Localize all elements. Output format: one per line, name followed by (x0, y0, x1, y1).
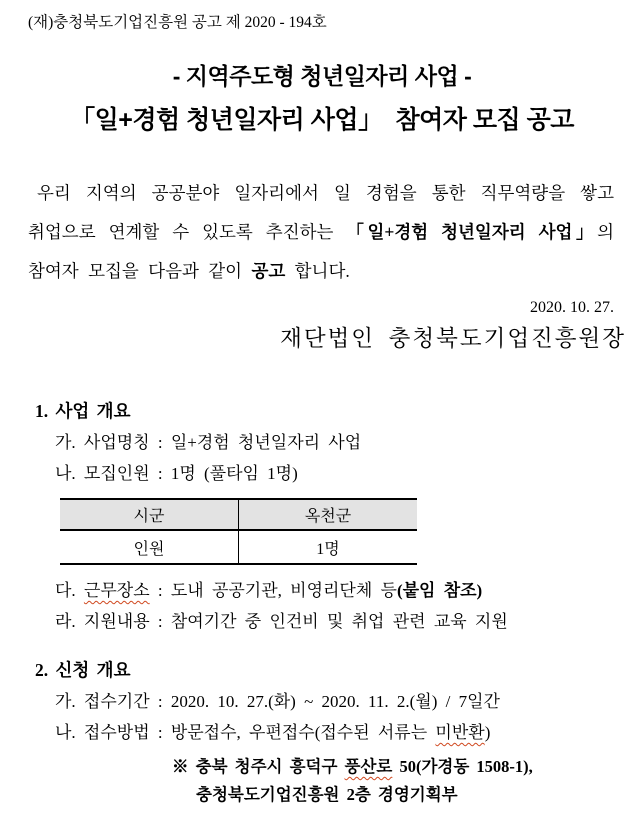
section-1-item-da (55, 581, 614, 601)
item-da-attachment-bold: (붙임 참조) (396, 581, 483, 600)
section-2-item-na (55, 723, 614, 743)
intro-line-2-text: 취업으로 연계할 수 있도록 추진하는 (28, 222, 347, 242)
item-na-tail: ) (484, 723, 491, 742)
section-1-heading: 1. 사업 개요 (35, 401, 131, 421)
intro-line-3-tail: 합니다. (285, 261, 350, 281)
section-1-item-ga: 가. 사업명칭 : 일+경험 청년일자리 사업 (55, 433, 362, 452)
address-prefix: ※ 충북 청주시 흥덕구 (172, 757, 345, 776)
intro-line-2-bold-program-name: 「일+경험 청년일자리 사업」 (346, 222, 598, 242)
intro-line-3-bold: 공고 (251, 261, 286, 281)
table-cell-inwon: 인원 (60, 530, 239, 564)
section-1-item-na: 나. 모집인원 : 1명 (풀타임 1명) (55, 464, 298, 483)
announcement-date: 2020. 10. 27. (530, 299, 614, 316)
address-line-1 (172, 757, 644, 777)
issuer-signature: 재단법인 충청북도기업진흥원장 (280, 326, 626, 351)
section-2-item-ga: 가. 접수기간 : 2020. 10. 27.(화) ~ 2020. 11. 2.(월) / 7일간 (55, 692, 500, 711)
address-line-2: 충청북도기업진흥원 2층 경영기획부 (196, 785, 458, 804)
address-road-spellcheck: 풍산로 (344, 757, 393, 776)
item-na-text: 나. 접수방법 : 방문접수, 우편접수(접수된 서류는 (55, 723, 436, 742)
item-da-text: : 도내 공공기관, 비영리단체 등 (149, 581, 397, 600)
item-na-nonreturn-spellcheck: 미반환 (435, 723, 485, 742)
intro-line-2 (28, 213, 614, 252)
item-da-prefix: 다. (55, 581, 84, 600)
section-2-heading: 2. 신청 개요 (35, 660, 131, 680)
recruitment-table (60, 498, 417, 565)
recruitment-title: 「일+경험 청년일자리 사업」 참여자 모집 공고 (70, 106, 574, 134)
table-header-sigun: 시군 (60, 499, 239, 530)
intro-line-1: 우리 지역의 공공분야 일자리에서 일 경험을 통한 직무역량을 쌓고 (37, 183, 614, 203)
notice-number: (재)충청북도기업진흥원 공고 제 2020 - 194호 (28, 14, 327, 31)
table-header-row (60, 499, 417, 530)
intro-line-2-tail: 의 (597, 222, 614, 242)
table-header-okcheongun: 옥천군 (239, 499, 418, 530)
intro-line-3 (28, 252, 614, 291)
table-row (60, 530, 417, 564)
table-cell-count: 1명 (316, 540, 340, 558)
intro-paragraph (28, 174, 614, 291)
intro-line-3-text: 참여자 모집을 다음과 같이 (28, 261, 252, 281)
program-title: - 지역주도형 청년일자리 사업 - (172, 63, 472, 89)
item-da-workplace-spellcheck: 근무장소 (83, 581, 150, 600)
address-tail: 50(가경동 1508-1), (392, 757, 533, 776)
section-1-item-ra: 라. 지원내용 : 참여기간 중 인건비 및 취업 관련 교육 지원 (55, 612, 508, 631)
